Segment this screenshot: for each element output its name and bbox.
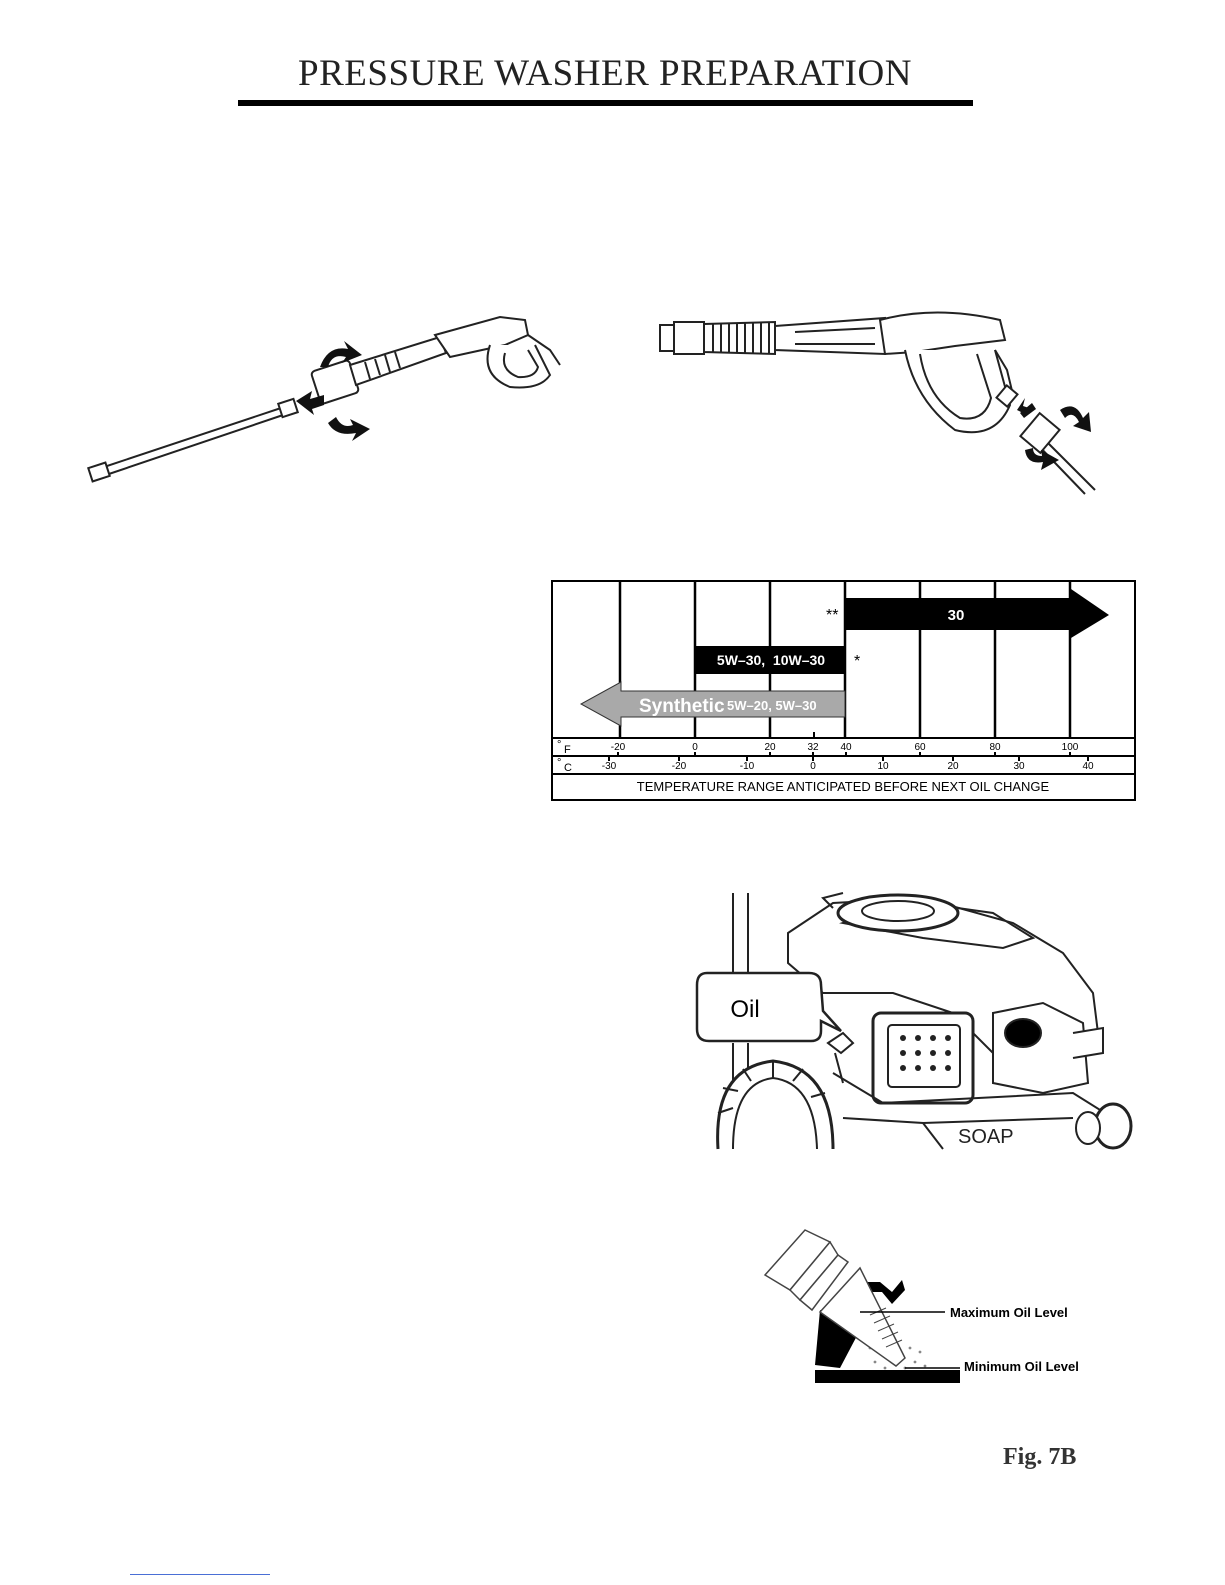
oil-bar-synthetic-word: Synthetic	[639, 696, 725, 717]
footer-link-underline[interactable]	[130, 1574, 270, 1575]
f-tick-label: 100	[1061, 742, 1079, 753]
c-tick-label: 20	[947, 761, 959, 772]
f-tick-label: 60	[914, 742, 926, 753]
oil-bar-5w30-10w30-label: 5W–30, 10W–30	[716, 652, 826, 668]
oil-callout-bubble	[697, 973, 841, 1041]
f-tick-label: 80	[989, 742, 1001, 753]
c-tick-label: 10	[877, 761, 889, 772]
f-tick-label: -20	[610, 742, 626, 753]
page-title: PRESSURE WASHER PREPARATION	[298, 53, 912, 94]
oil-callout-text: Oil	[730, 996, 760, 1023]
c-tick-label: 40	[1082, 761, 1094, 772]
c-tick-label: -20	[671, 761, 687, 772]
engine-oil-fill-illustration	[693, 893, 1138, 1149]
hose-attachment-illustration	[655, 310, 1105, 495]
soap-label: SOAP	[958, 1126, 1014, 1148]
chart-footer: TEMPERATURE RANGE ANTICIPATED BEFORE NEXT OIL CHANGE	[636, 779, 1050, 794]
oil-bar-30-marker: **	[826, 607, 839, 624]
oil-bar-multi-marker: *	[854, 653, 861, 670]
f-unit-label: F	[564, 744, 571, 756]
oil-bar-synthetic-grades: 5W–20, 5W–30	[727, 698, 817, 713]
c-degree-symbol: °	[557, 757, 562, 769]
f-tick-label: 20	[764, 742, 776, 753]
c-tick-label: -30	[601, 761, 617, 772]
f-tick-label: 32	[807, 742, 819, 753]
c-tick-label: -10	[739, 761, 755, 772]
dipstick-oil-level-illustration	[760, 1220, 1095, 1390]
max-oil-level-label: Maximum Oil Level	[950, 1305, 1068, 1320]
figure-caption: Fig. 7B	[1003, 1444, 1077, 1470]
oil-viscosity-chart	[551, 580, 1137, 802]
min-oil-level-label: Minimum Oil Level	[964, 1359, 1079, 1374]
f-tick-label: 40	[840, 742, 852, 753]
oil-bar-30-label: 30	[947, 607, 965, 624]
c-tick-label: 30	[1013, 761, 1025, 772]
f-degree-symbol: °	[557, 739, 562, 751]
f-tick-label: 0	[692, 742, 698, 753]
c-unit-label: C	[564, 762, 572, 774]
title-underline	[238, 100, 973, 106]
c-tick-label: 0	[810, 761, 816, 772]
wand-attachment-illustration	[80, 305, 570, 490]
